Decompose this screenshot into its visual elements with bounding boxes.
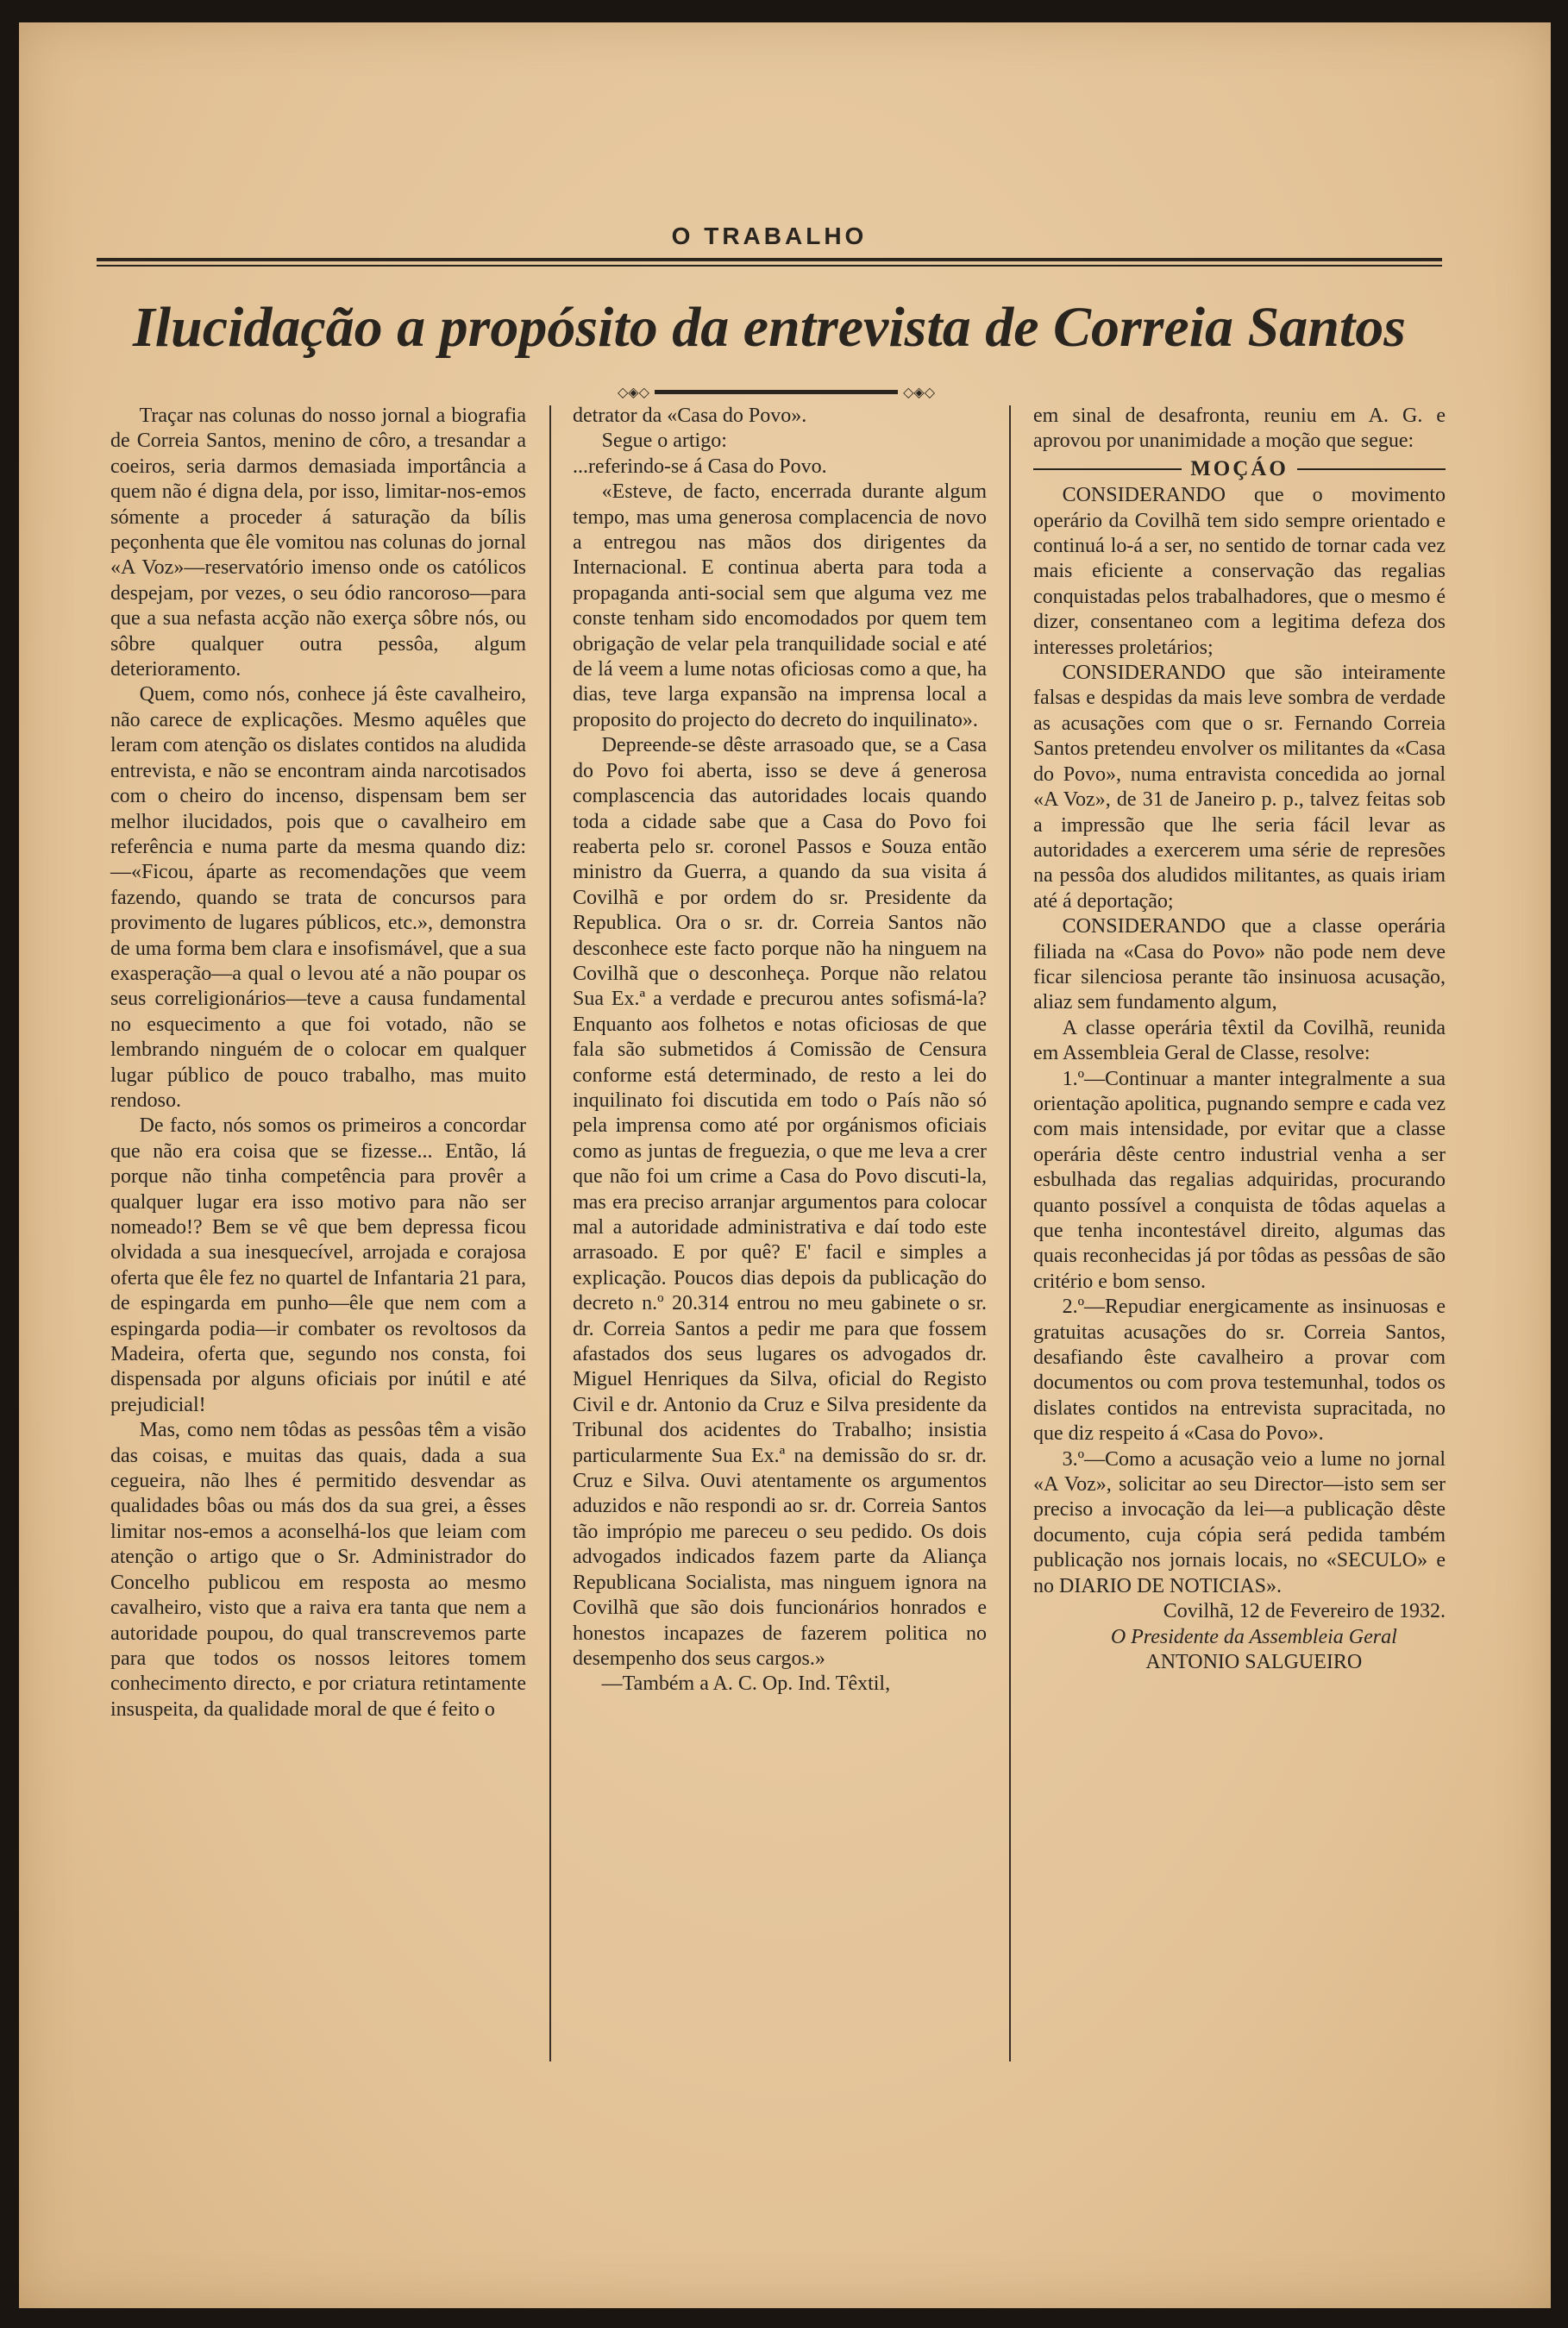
masthead-rule-bottom <box>97 265 1442 267</box>
column-1 <box>110 404 526 1722</box>
mocao-heading: MOÇÁO <box>1033 456 1446 481</box>
paragraph: —Também a A. C. Op. Ind. Têxtil, <box>601 1672 891 1696</box>
paragraph: em sinal de desafronta, reuniu em A. G. e aprovou por unanimidade a moção que segue: <box>1033 405 1446 453</box>
paragraph: 1.º—Continuar a manter integralmente a sua orientação apolitica, pugnando sempre e cada vez com mais intensidade, por evitar que a classe operária dêste centro industrial venha a ser esbulhada das regalias adquiridas, procurando quanto possível a conquista de tôdas aquelas a que tenha incontestável direito, algumas das quais reconhecidas já por tôdas as pessôas de são critério e bom senso. <box>1033 1067 1446 1293</box>
paragraph: detrator da «Casa do Povo». <box>573 405 807 427</box>
ornament-left-icon: ◇◈◇ <box>618 383 649 400</box>
column-divider-2 <box>1009 405 1011 2061</box>
paragraph: «Esteve, de facto, encerrada durante algum tempo, mas uma generosa complacencia de novo a entregou nas mãos dos dirigentes da Internacional. E continua aberta para toda a propaganda anti-social sem que alguma vez me conste tenham sido encomodados por quem tem obrigação de velar pela tranquilidade social e até de lá veem a lume notas oficiosas como a que, ha dias, teve larga expansão na imprensa local a proposito do projecto do decreto do inquilinato». <box>573 480 987 731</box>
paragraph: 3.º—Como a acusação veio a lume no jornal «A Voz», solicitar ao seu Director—isto sem ser preciso a invocação da lei—a publicação dêste documento, cuja cópia será pedida também publicação nos jornais locais, no «SECULO» e no DIARIO DE NOTICIAS». <box>1033 1447 1446 1597</box>
masthead-rule-top <box>97 258 1442 261</box>
paragraph: Quem, como nós, conhece já êste cavalheiro, não carece de explicações. Mesmo aquêles que leram com atenção os dislates contidos na aludida entrevista, e não se encontram ainda narcotisados com o cheiro do incenso, dispensam bem ser melhor ilucidados, pois que o cavalheiro em referência e numa parte da mesma quando diz:—«Ficou, áparte as recomendações que veem fazendo, quando se trata de concursos para provimento de lugares públicos, etc.», demonstra de uma forma bem clara e insofismável, que a sua exasperação—a qual o levou até a não poupar os seus correligionários—teve a causa fundamental no esquecimento a que foi votado, não se lembrando ninguém de o colocar em qualquer lugar público de pouco trabalho, mas muito rendoso. <box>110 683 526 1112</box>
paragraph: CONSIDERANDO que são inteiramente falsas e despidas da mais leve sombra de verdade as acusações com que o sr. Fernando Correia Santos pretendeu envolver os militantes da «Casa do Povo», numa entravista concedida ao jornal «A Voz», de 31 de Janeiro p. p., talvez feitas sob a impressão que lhe seria fácil levar as autoridades a exercerem uma série de represões na pessôa dos aludidos militantes, as quais iriam até á deportação; <box>1033 662 1446 913</box>
ornament-right-icon: ◇◈◇ <box>903 383 935 400</box>
paragraph: Traçar nas colunas do nosso jornal a biografia de Correia Santos, menino de côro, a tresandar a coeiros, seria darmos demasiada importância a quem não é digna dela, por isso, limitar-nos-emos sómente a proceder á saturação da bílis peçonhenta que êle vomitou nas colunas do jornal «A Voz»—reservatório imenso onde os católicos despejam, por vezes, o seu ódio rancoroso—para que a sua nefasta acção não exerça sôbre nós, ou sôbre qualquer outra pessôa, algum deterioramento. <box>110 405 526 681</box>
masthead: O TRABALHO <box>671 223 868 249</box>
paragraph: CONSIDERANDO que o movimento operário da Covilhã tem sido sempre orientado e continuá lo-á a ser, no sentido de tornar cada vez mais eficiente a conservação das regalias conquistadas pelos trabalhadores, que o mesmo é dizer, consentaneo com a legitima defeza dos interesses proletários; <box>1033 484 1446 659</box>
column-2 <box>573 404 987 1697</box>
paragraph: Segue o artigo: <box>601 430 727 453</box>
headline: Ilucidação a propósito da entrevista de Correia Santos <box>133 296 1406 359</box>
signature-name: ANTONIO SALGUEIRO <box>1145 1650 1363 1673</box>
paragraph: A classe operária têxtil da Covilhã, reunida em Assembleia Geral de Classe, resolve: <box>1033 1016 1446 1065</box>
paragraph: CONSIDERANDO que a classe operária filiada na «Casa do Povo» não pode nem deve ficar silenciosa perante tão insinuosa acusação, aliaz sem fundamento algum, <box>1033 915 1446 1014</box>
paragraph: 2.º—Repudiar energicamente as insinuosas e gratuitas acusações do sr. Correia Santos, desafiando êste cavalheiro a provar com documentos ou com prova testemunhal, todos os dislates contidos na entrevista supracitada, no que diz respeito á «Casa do Povo». <box>1033 1296 1446 1446</box>
dateline: Covilhã, 12 de Fevereiro de 1932. <box>1163 1600 1446 1623</box>
column-3 <box>1033 404 1446 1675</box>
signature-role: O Presidente da Assembleia Geral <box>1110 1625 1397 1648</box>
paragraph: ...referindo-se á Casa do Povo. <box>573 455 827 478</box>
paragraph: Depreende-se dêste arrasoado que, se a Casa do Povo foi aberta, isso se deve á generosa complascencia das autoridades locais quando toda a cidade sabe que a Casa do Povo foi reaberta pelo sr. coronel Passos e Souza então ministro da Guerra, a quando da sua visita á Covilhã e por ordem do sr. Presidente da Republica. Ora o sr. dr. Correia Santos não desconhece este facto porque não ha ninguem na Covilhã que o desconheça. Porque não relatou Sua Ex.ª a verdade e precurou antes sofismá-la? Enquanto aos folhetos e notas oficiosas de que fala são submetidos á Comissão de Censura conforme está determinado, de resto a lei do inquilinato foi discutida em todo o País não só pela imprensa como até por orgánismos oficiais como as juntas de freguezia, o que me leva a crer que não foi um crime a Casa do Povo discuti-la, mas era preciso arranjar argumentos para colocar mal a autoridade administrativa e daí todo este arrasoado. E por quê? E' facil e simples a explicação. Poucos dias depois da publicação do decreto n.º 20.314 entrou no meu gabinete o sr. dr. Correia Santos a pedir me para que fossem afastados dos seus lugares os advogados dr. Miguel Henriques da Silva, oficial do Registo Civil e dr. Antonio da Cruz e Silva presidente da Tribunal dos acidentes do Trabalho; insistia particularmente Sua Ex.ª na demissão do sr. dr. Cruz e Silva. Ouvi atentamente os argumentos aduzidos e não respondi ao sr. dr. Correia Santos tão imprópio me pareceu o seu pedido. Os dois advogados indicados fazem parte da Aliança Republicana Socialista, mas ninguem ignora na Covilhã que são dois funcionários honrados e honestos incapazes de fazerem politica no desempenho dos seus cargos.» <box>573 734 987 1670</box>
column-divider-1 <box>549 405 551 2061</box>
paragraph: Mas, como nem tôdas as pessôas têm a visão das coisas, e muitas das quais, dada a sua cegueira, não lhes é permitido desvendar as qualidades bôas ou más dos da sua grei, a êsses limitar nos-emos a aconselhá-los que leiam com atenção o artigo que o Sr. Administrador do Concelho publicou em resposta ao mesmo cavalheiro, visto que a raiva era tanta que nem a autoridade poupou, do qual transcrevemos parte para que todos os nossos leitores tomem conhecimento directo, e por criatura retintamente insuspeita, da qualidade moral de que é feito o <box>110 1419 526 1721</box>
paragraph: De facto, nós somos os primeiros a concordar que não era coisa que se fizesse... Então, lá porque não tinha competência para provêr a qualquer lugar era isso motivo para não ser nomeado!? Bem se vê que bem depressa ficou olvidada a sua inesquecível, arrojada e corajosa oferta que êle fez no quartel de Infantaria 21 para, de espingarda em punho—êle que nem com a espingarda podia—ir combater os revoltosos da Madeira, oferta que, segundo nos consta, foi dispensada por alguns oficiais por inútil e até prejudicial! <box>110 1114 526 1416</box>
ornament-divider <box>618 383 935 400</box>
